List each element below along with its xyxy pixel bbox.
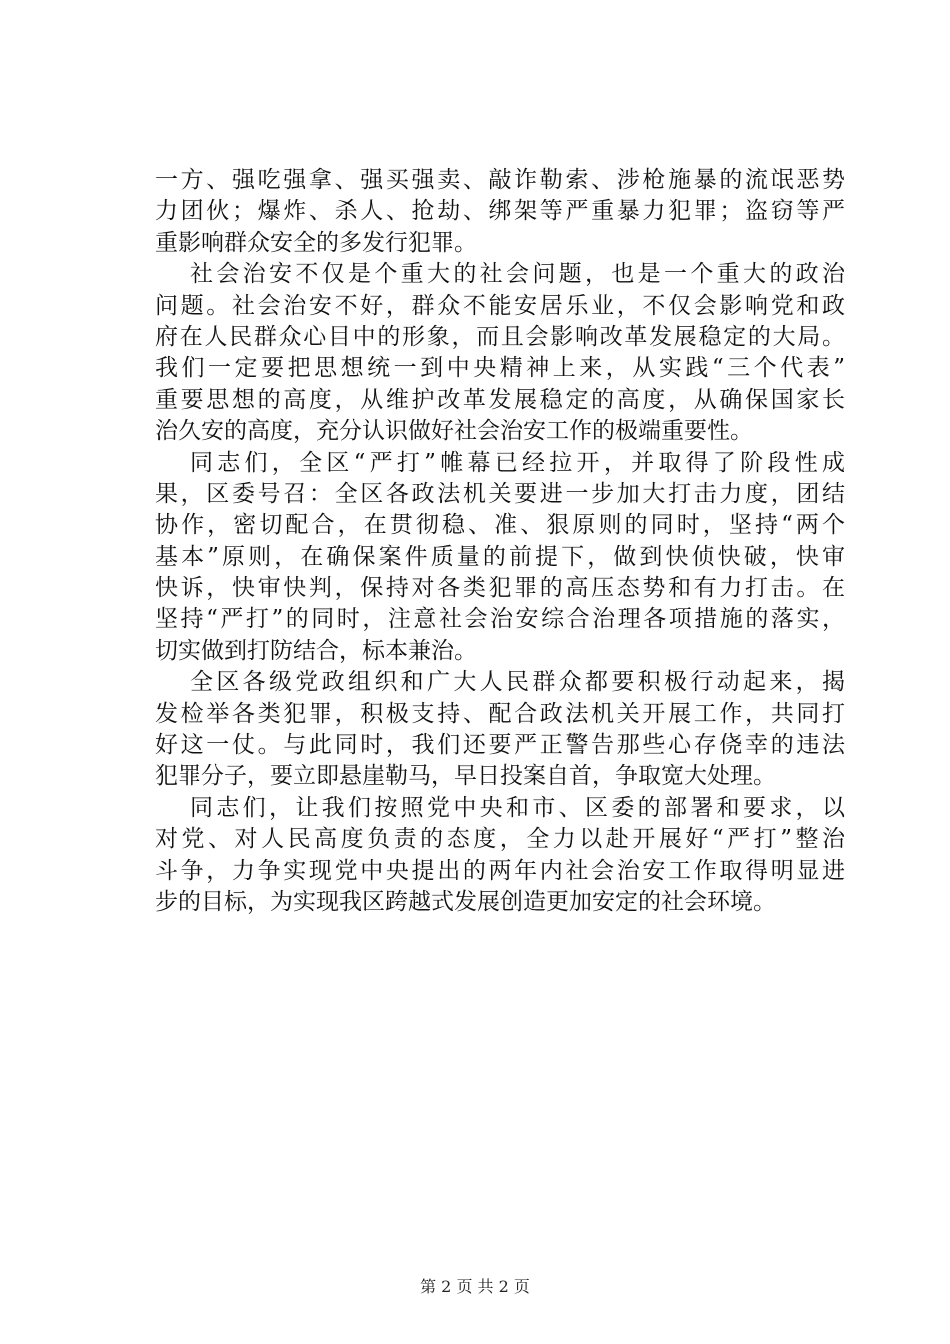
text-line: 快诉，快审快判，保持对各类犯罪的高压态势和有力打击。在	[155, 575, 845, 602]
text-line: 好这一仗。与此同时，我们还要严正警告那些心存侥幸的违法	[155, 732, 845, 759]
paragraph-first-line: 同志们，全区“严打”帷幕已经拉开，并取得了阶段性成	[190, 449, 845, 476]
paragraph-first-line: 全区各级党政组织和广大人民群众都要积极行动起来，揭	[190, 669, 845, 696]
text-line: 基本”原则，在确保案件质量的前提下，做到快侦快破，快审	[155, 543, 845, 570]
text-line: 对党、对人民高度负责的态度，全力以赴开展好“严打”整治	[155, 826, 845, 853]
text-line: 问题。社会治安不好，群众不能安居乐业，不仅会影响党和政	[155, 292, 845, 319]
paragraph-first-line: 同志们，让我们按照党中央和市、区委的部署和要求，以	[190, 794, 845, 821]
text-line: 斗争，力争实现党中央提出的两年内社会治安工作取得明显进	[155, 857, 845, 884]
document-body	[155, 165, 845, 918]
text-line: 果，区委号召：全区各政法机关要进一步加大打击力度，团结	[155, 480, 845, 507]
text-line: 犯罪分子，要立即悬崖勒马，早日投案自首，争取宽大处理。	[155, 763, 776, 790]
text-line: 协作，密切配合，在贯彻稳、准、狠原则的同时，坚持“两个	[155, 512, 845, 539]
text-line: 一方、强吃强拿、强买强卖、敲诈勒索、涉枪施暴的流氓恶势	[155, 167, 845, 193]
text-line: 力团伙；爆炸、杀人、抢劫、绑架等严重暴力犯罪；盗窃等严	[155, 198, 845, 225]
text-line: 重影响群众安全的多发行犯罪。	[155, 229, 477, 256]
text-line: 我们一定要把思想统一到中央精神上来，从实践“三个代表”	[155, 355, 845, 382]
text-line: 府在人民群众心目中的形象，而且会影响改革发展稳定的大局。	[155, 323, 845, 350]
page-number-footer: 第 2 页 共 2 页	[420, 1277, 530, 1296]
text-line: 坚持“严打”的同时，注意社会治安综合治理各项措施的落实，	[155, 606, 845, 633]
text-line: 发检举各类犯罪，积极支持、配合政法机关开展工作，共同打	[155, 700, 845, 727]
paragraph-first-line: 社会治安不仅是个重大的社会问题，也是一个重大的政治	[190, 261, 845, 288]
text-line: 切实做到打防结合，标本兼治。	[155, 637, 477, 664]
text-line: 步的目标，为实现我区跨越式发展创造更加安定的社会环境。	[155, 888, 776, 915]
text-line: 重要思想的高度，从维护改革发展稳定的高度，从确保国家长	[155, 386, 845, 413]
text-line: 治久安的高度，充分认识做好社会治安工作的极端重要性。	[155, 418, 753, 445]
